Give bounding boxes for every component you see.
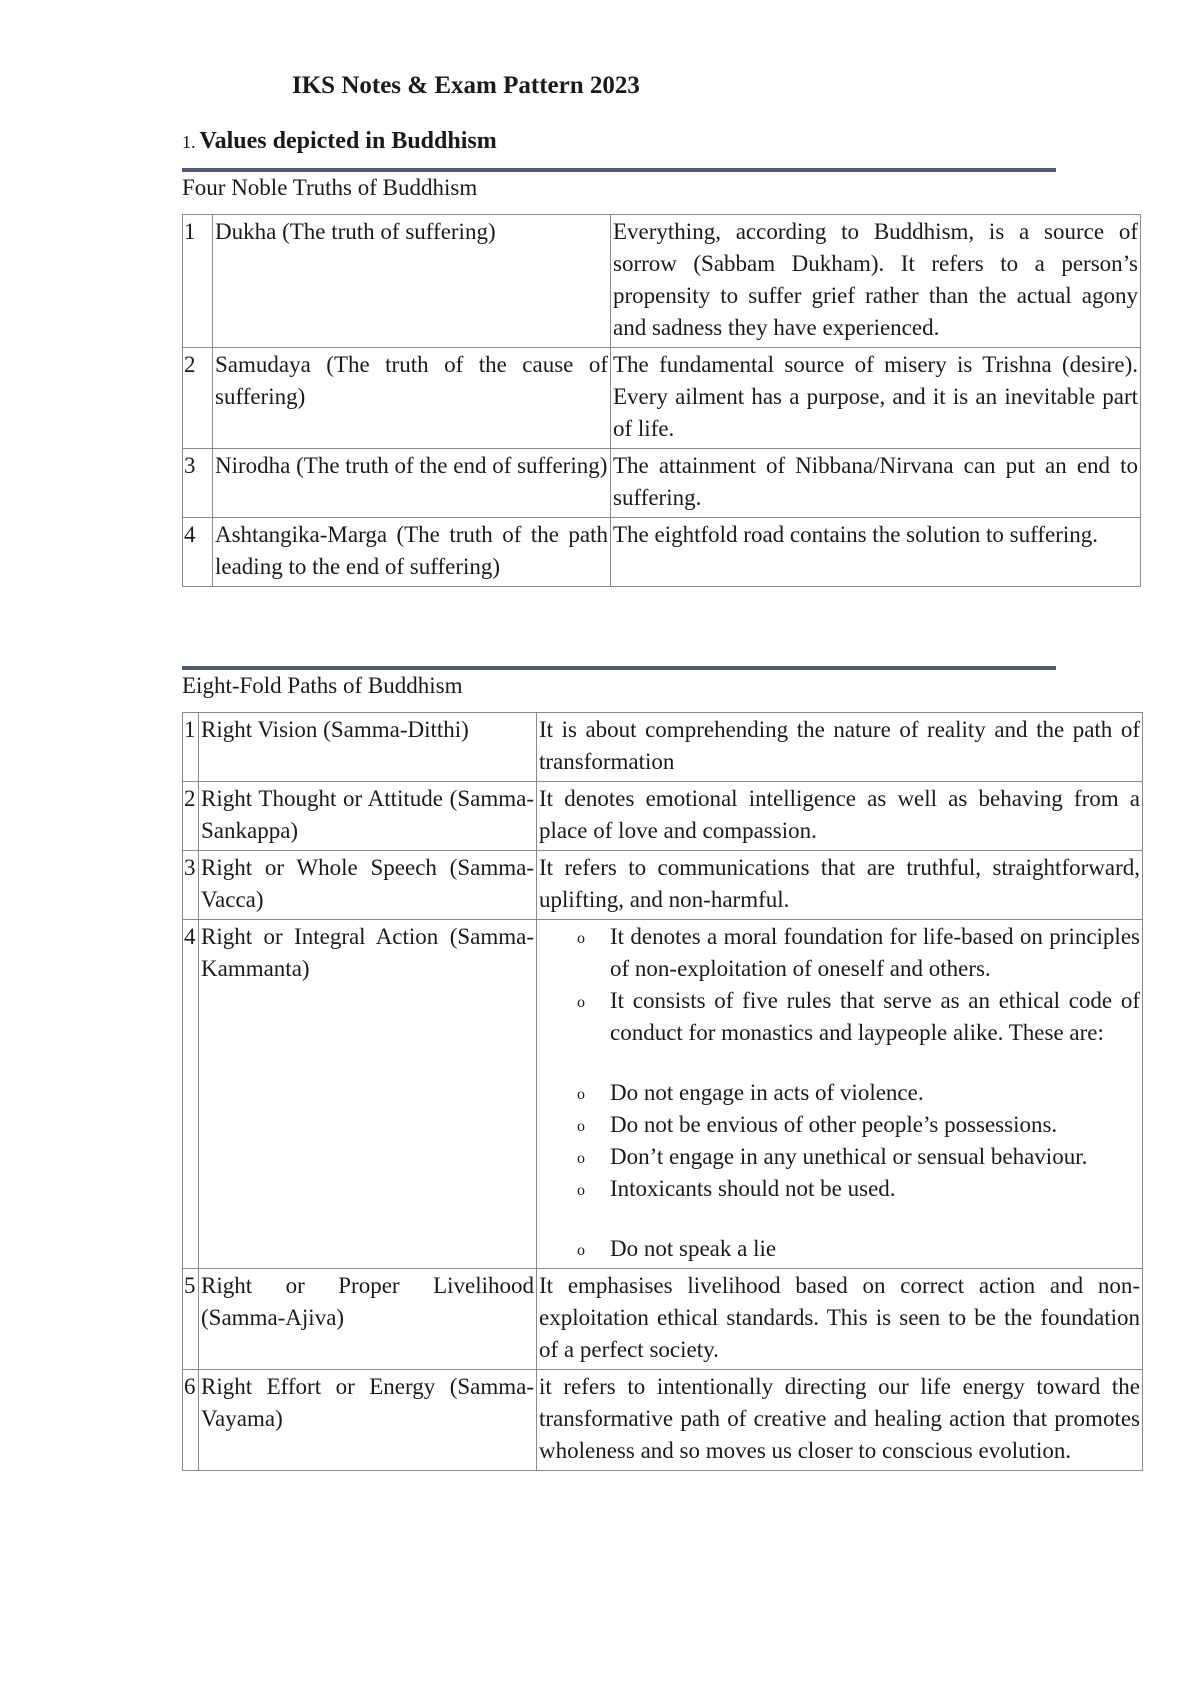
row-number: 3 xyxy=(183,851,199,920)
truth-name: Samudaya (The truth of the cause of suffering) xyxy=(213,348,611,449)
path-name: Right Effort or Energy (Samma-Vayama) xyxy=(199,1370,537,1471)
path-description: It denotes emotional intelligence as well as behaving from a place of love and compassion. xyxy=(537,782,1143,851)
path-description: it refers to intentionally directing our life energy toward the transformative path of creative and healing action that promotes wholeness and so moves us closer to conscious evolution. xyxy=(537,1370,1143,1471)
row-number: 2 xyxy=(183,782,199,851)
section-heading xyxy=(182,128,497,155)
path-name: Right or Integral Action (Samma-Kammanta) xyxy=(199,920,537,1269)
table-row xyxy=(183,215,1141,348)
path-name: Right Thought or Attitude (Samma-Sankappa) xyxy=(199,782,537,851)
eightfold-heading: Eight-Fold Paths of Buddhism xyxy=(182,673,463,698)
truth-description: Everything, according to Buddhism, is a source of sorrow (Sabbam Dukham). It refers to a person’s propensity to suffer grief rather than the actual agony and sadness they have experienced. xyxy=(611,215,1141,348)
truth-name: Dukha (The truth of suffering) xyxy=(213,215,611,348)
noble-truths-heading: Four Noble Truths of Buddhism xyxy=(182,175,478,200)
list-item: o Don’t engage in any unethical or sensual behaviour. xyxy=(539,1141,1140,1173)
list-item: o Do not engage in acts of violence. xyxy=(539,1077,1140,1109)
eightfold-table xyxy=(182,712,1143,1471)
truth-name: Ashtangika-Marga (The truth of the path leading to the end of suffering) xyxy=(213,518,611,587)
list-item: o It consists of five rules that serve as an ethical code of conduct for monastics and laypeople alike. These are: xyxy=(539,985,1140,1049)
list-item: o It denotes a moral foundation for life-based on principles of non-exploitation of oneself and others. xyxy=(539,921,1140,985)
path-description: It emphasises livelihood based on correct action and non-exploitation ethical standards. This is seen to be the foundation of a perfect society. xyxy=(537,1269,1143,1370)
path-name: Right or Proper Livelihood (Samma-Ajiva) xyxy=(199,1269,537,1370)
path-name: Right or Whole Speech (Samma-Vacca) xyxy=(199,851,537,920)
bullet-list xyxy=(539,921,1140,1265)
row-number: 4 xyxy=(183,518,213,587)
list-item: o Do not be envious of other people’s possessions. xyxy=(539,1109,1140,1141)
divider-rule xyxy=(182,168,1056,172)
document-title: IKS Notes & Exam Pattern 2023 xyxy=(292,72,640,99)
noble-truths-table xyxy=(182,214,1141,587)
table-row xyxy=(183,1370,1143,1471)
table-row xyxy=(183,851,1143,920)
path-name: Right Vision (Samma-Ditthi) xyxy=(199,713,537,782)
divider-rule xyxy=(182,666,1056,670)
path-description: It is about comprehending the nature of reality and the path of transformation xyxy=(537,713,1143,782)
row-number: 4 xyxy=(183,920,199,1269)
table-row xyxy=(183,449,1141,518)
truth-name: Nirodha (The truth of the end of suffering) xyxy=(213,449,611,518)
row-number: 1 xyxy=(183,713,199,782)
table-row xyxy=(183,782,1143,851)
list-item: o Intoxicants should not be used. xyxy=(539,1173,1140,1205)
row-number: 6 xyxy=(183,1370,199,1471)
row-number: 5 xyxy=(183,1269,199,1370)
table-row xyxy=(183,1269,1143,1370)
row-number: 1 xyxy=(183,215,213,348)
list-item: o Do not speak a lie xyxy=(539,1233,1140,1265)
truth-description: The fundamental source of misery is Trishna (desire). Every ailment has a purpose, and it is an inevitable part of life. xyxy=(611,348,1141,449)
truth-description: The attainment of Nibbana/Nirvana can put an end to suffering. xyxy=(611,449,1141,518)
table-row xyxy=(183,518,1141,587)
section-title: Values depicted in Buddhism xyxy=(199,128,497,154)
table-row xyxy=(183,713,1143,782)
truth-description: The eightfold road contains the solution to suffering. xyxy=(611,518,1141,587)
section-number: 1. xyxy=(182,132,196,152)
table-row xyxy=(183,348,1141,449)
table-row xyxy=(183,920,1143,1269)
row-number: 2 xyxy=(183,348,213,449)
row-number: 3 xyxy=(183,449,213,518)
path-description: It refers to communications that are truthful, straightforward, uplifting, and non-harmful. xyxy=(537,851,1143,920)
path-description xyxy=(537,920,1143,1269)
